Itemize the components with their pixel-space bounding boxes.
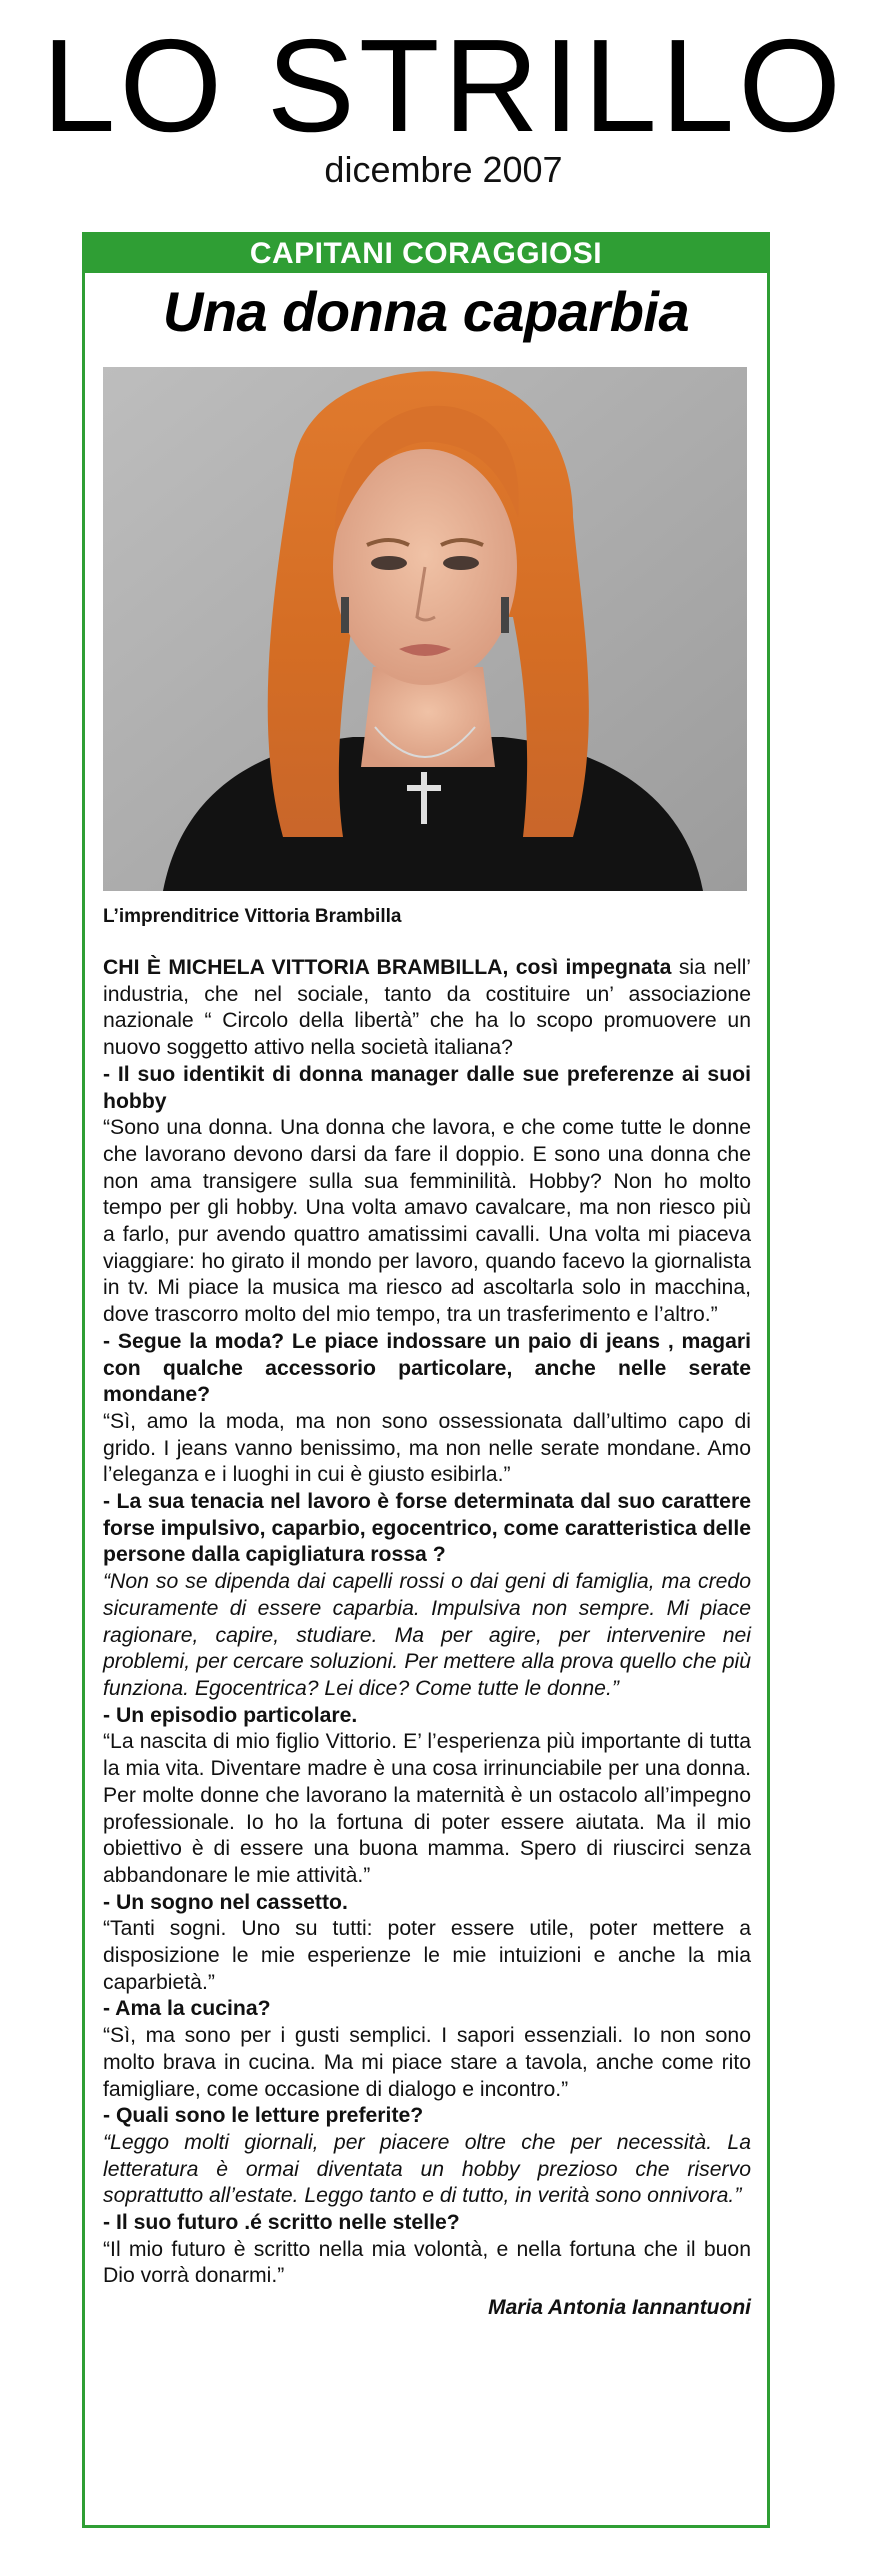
answer-8: “Il mio futuro è scritto nella mia volontà, e nella fortuna che il buon Dio vorrà donarmi.” <box>103 2237 751 2288</box>
answer-2: “Sì, amo la moda, ma non sono ossessionata dall’ultimo capo di grido. I jeans vanno benissimo, ma non nelle serate mondane. Amo l’eleganza e i luoghi in cui è giusto esibirla.” <box>103 1409 751 1487</box>
question-2: - Segue la moda? Le piace indossare un paio di jeans , magari con qualche accessorio particolare, anche nelle serate mondane? <box>103 1329 751 1407</box>
answer-6: “Sì, ma sono per i gusti semplici. I sapori essenziali. Io non sono molto brava in cucina. Ma mi piace stare a tavola, anche come rito famigliare, come occasione di dialogo e incontro.” <box>103 2024 751 2101</box>
question-6: - Ama la cucina? <box>103 1997 271 2021</box>
question-8: - Il suo futuro .é scritto nelle stelle? <box>103 2211 460 2235</box>
question-3: - La sua tenacia nel lavoro è forse determinata dal suo carattere forse impulsivo, caparbio, egocentrico, come caratteristica delle persone dalla capigliatura rossa ? <box>103 1490 751 1567</box>
section-kicker: CAPITANI CORAGGIOSI <box>85 235 767 273</box>
article-headline: Una donna caparbia <box>162 280 690 343</box>
photo-caption: L’imprenditrice Vittoria Brambilla <box>103 906 402 927</box>
question-4: - Un episodio particolare. <box>103 1703 358 1727</box>
newspaper-masthead: LO STRILLO <box>42 12 845 159</box>
issue-date: dicembre 2007 <box>324 149 563 190</box>
article-body <box>103 955 751 2322</box>
answer-7: “Leggo molti giornali, per piacere oltre che per necessità. La letteratura è ormai diventata un hobby prezioso che riservo soprattutto all’estate. Leggo tanto e di tutto, in verità sono onnivora.” <box>103 2130 751 2208</box>
portrait-photo <box>103 367 747 891</box>
answer-3: “Non so se dipenda dai capelli rossi o dai geni di famiglia, ma credo sicuramente di essere caparbia. Impulsiva non sempre. Mi piace ragionare, capire, studiare. Ma per agire, per intervenire nei problemi, per cercare soluzioni. Per mettere alla prova quello che più funziona. Egocentrica? Lei dice? Come tutte le donne.” <box>103 1570 751 1700</box>
author-signature: Maria Antonia Iannantuoni <box>488 2296 751 2320</box>
article-box <box>82 232 770 2528</box>
intro-lead: CHI È MICHELA VITTORIA BRAMBILLA, così impegnata <box>103 956 672 979</box>
question-5: - Un sogno nel cassetto. <box>103 1890 348 1914</box>
answer-4: “La nascita di mio figlio Vittorio. E’ l’esperienza più importante di tutta la mia vita. Diventare madre è una cosa irrinunciabile per una donna. Per molte donne che lavorano la maternità è un ostacolo all’impegno professionale. Io ho la fortuna di poter essere aiutata. Ma il mio obiettivo è di essere una buona mamma. Spero di riuscirci senza abbandonare le mie attività.” <box>103 1730 751 1887</box>
answer-5: “Tanti sogni. Uno su tutti: poter essere utile, poter mettere a disposizione le mie esperienze le mie intuizioni e anche la mia caparbietà.” <box>103 1917 751 1994</box>
question-7: - Quali sono le letture preferite? <box>103 2104 424 2128</box>
intro-text: sia nell’ industria, che nel sociale, tanto da costituire un’ associazione nazionale “ Circolo della libertà” che ha lo scopo promuovere un nuovo soggetto attivo nella società italiana? <box>103 956 751 1060</box>
question-1: - Il suo identikit di donna manager dalle sue preferenze ai suoi hobby <box>103 1062 751 1113</box>
portrait-illustration <box>103 367 747 891</box>
intro-paragraph <box>103 955 751 1062</box>
answer-1: “Sono una donna. Una donna che lavora, e che come tutte le donne che lavorano devono darsi da fare il doppio. E sono una donna che non ama transigere sulla sua femminilità. Hobby? Non ho molto tempo per gli hobby. Una volta amavo cavalcare, ma non riesco più a farlo, pur avendo quattro amatissimi cavalli. Una volta mi piaceva viaggiare: ho girato il mondo per lavoro, quando facevo la giornalista in tv. Mi piace la musica ma riesco ad ascoltarla solo in macchina, dove trascorro molto del mio tempo, tra un trasferimento e l’altro.” <box>103 1116 751 1327</box>
